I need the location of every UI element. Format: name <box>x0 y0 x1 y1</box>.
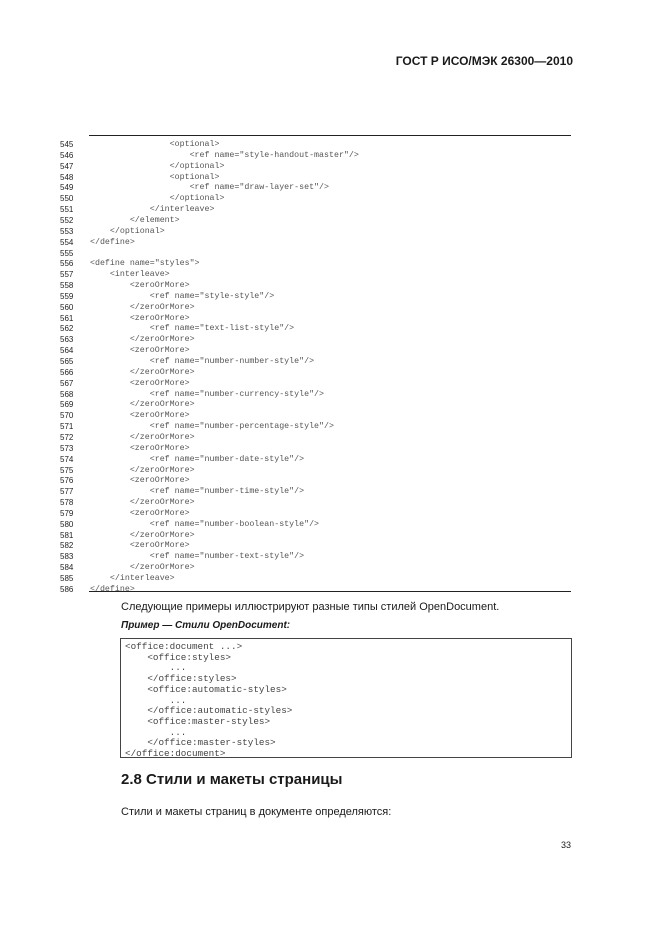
code-text: </zeroOrMore> <box>90 563 195 573</box>
example-code-line: <office:automatic-styles> <box>125 683 287 695</box>
line-number: 559 <box>60 291 74 301</box>
paragraph-definition: Стили и макеты страниц в документе определяются: <box>121 806 392 818</box>
line-number: 556 <box>60 259 74 269</box>
page-number: 33 <box>560 840 571 850</box>
code-text: <ref name="number-percentage-style"/> <box>90 422 334 432</box>
code-text: <zeroOrMore> <box>90 313 190 323</box>
line-number: 548 <box>60 172 74 182</box>
line-number: 581 <box>60 530 74 540</box>
code-text: <ref name="draw-layer-set"/> <box>90 183 329 193</box>
line-number: 577 <box>60 487 74 497</box>
line-number: 565 <box>60 357 74 366</box>
line-number: 552 <box>60 215 74 225</box>
code-text: <ref name="number-date-style"/> <box>90 454 305 464</box>
line-number: 578 <box>60 498 74 508</box>
line-number: 576 <box>60 476 74 486</box>
line-number: 566 <box>60 367 74 377</box>
code-text: </optional> <box>90 161 225 171</box>
example-code-line: </office:automatic-styles> <box>125 705 293 717</box>
line-number: 575 <box>60 465 74 475</box>
line-number: 558 <box>60 281 74 291</box>
code-text: </zeroOrMore> <box>90 302 195 312</box>
line-number: 553 <box>60 226 74 236</box>
line-number: 557 <box>60 270 74 280</box>
code-top-rule <box>89 135 571 136</box>
line-number: 580 <box>60 519 74 529</box>
line-number: 562 <box>60 324 74 334</box>
example-code-line: ... <box>125 726 187 738</box>
line-number: 573 <box>60 443 74 453</box>
running-header: ГОСТ Р ИСО/МЭК 26300—2010 <box>395 54 573 68</box>
line-number: 554 <box>60 237 74 247</box>
code-text: <zeroOrMore> <box>90 281 190 291</box>
line-number: 586 <box>60 584 74 594</box>
code-text: <zeroOrMore> <box>90 541 190 551</box>
example-code-line: </office:master-styles> <box>125 737 276 749</box>
code-text: <optional> <box>90 140 220 149</box>
code-text: <zeroOrMore> <box>90 346 190 356</box>
code-text: <define name="styles"> <box>90 259 200 269</box>
line-number: 571 <box>60 422 74 432</box>
example-code-line: <office:document ...> <box>125 641 243 652</box>
code-text: <ref name="number-time-style"/> <box>90 487 305 497</box>
code-text: <optional> <box>90 172 220 182</box>
line-number: 574 <box>60 454 74 464</box>
code-text: <zeroOrMore> <box>90 411 190 421</box>
code-text: </define> <box>90 237 135 247</box>
code-text: </optional> <box>90 194 225 204</box>
code-text: </zeroOrMore> <box>90 530 195 540</box>
code-text: <ref name="number-currency-style"/> <box>90 389 325 399</box>
code-text: <ref name="style-handout-master"/> <box>90 150 359 160</box>
code-text: </zeroOrMore> <box>90 367 195 377</box>
line-number: 551 <box>60 205 74 215</box>
section-heading: 2.8 Стили и макеты страницы <box>121 771 343 788</box>
code-text: </optional> <box>90 226 165 236</box>
example-code-box <box>120 638 572 758</box>
code-text: <ref name="style-style"/> <box>90 291 275 301</box>
code-text: </zeroOrMore> <box>90 400 195 410</box>
line-number: 567 <box>60 378 74 388</box>
code-text: <zeroOrMore> <box>90 443 190 453</box>
code-text: </interleave> <box>90 574 175 583</box>
example-code-line: <office:master-styles> <box>125 715 271 727</box>
code-text: <zeroOrMore> <box>90 378 190 388</box>
code-text: </zeroOrMore> <box>90 335 195 345</box>
line-number: 563 <box>60 335 74 345</box>
code-text: <zeroOrMore> <box>90 508 190 518</box>
example-code-line: ... <box>125 662 187 674</box>
line-number: 564 <box>60 346 74 356</box>
line-number: 569 <box>60 400 74 410</box>
line-number: 570 <box>60 411 74 421</box>
code-text: <ref name="number-number-style"/> <box>90 357 315 366</box>
example-label: Пример — Стили OpenDocument: <box>121 620 291 631</box>
line-number: 582 <box>60 541 74 551</box>
line-number: 545 <box>60 140 74 149</box>
code-text: <ref name="number-boolean-style"/> <box>90 519 320 529</box>
line-number: 579 <box>60 508 74 518</box>
code-text: </zeroOrMore> <box>90 432 195 442</box>
code-text: </element> <box>90 215 180 225</box>
line-number: 572 <box>60 432 74 442</box>
line-number: 550 <box>60 194 74 204</box>
code-text: <interleave> <box>90 270 170 280</box>
code-text: <ref name="text-list-style"/> <box>90 324 295 334</box>
code-text: </define> <box>90 584 135 594</box>
line-number: 585 <box>60 574 74 583</box>
code-text: </interleave> <box>90 205 215 215</box>
paragraph-intro: Следующие примеры иллюстрируют разные типы стилей OpenDocument. <box>121 601 500 613</box>
line-number: 568 <box>60 389 74 399</box>
line-number: 549 <box>60 183 74 193</box>
example-code-line: </office:styles> <box>125 673 237 685</box>
code-text: </zeroOrMore> <box>90 465 195 475</box>
code-text: <zeroOrMore> <box>90 476 190 486</box>
line-number: 561 <box>60 313 74 323</box>
code-text: <ref name="number-text-style"/> <box>90 552 305 562</box>
line-number: 560 <box>60 302 74 312</box>
line-number: 555 <box>60 248 74 258</box>
example-code-line: <office:styles> <box>125 651 232 663</box>
code-bottom-rule <box>89 591 571 592</box>
example-code-line: </office:document> <box>125 748 226 759</box>
line-number: 583 <box>60 552 74 562</box>
line-number: 546 <box>60 150 74 160</box>
line-number: 547 <box>60 161 74 171</box>
example-code-line: ... <box>125 694 187 706</box>
code-text: </zeroOrMore> <box>90 498 195 508</box>
line-number: 584 <box>60 563 74 573</box>
